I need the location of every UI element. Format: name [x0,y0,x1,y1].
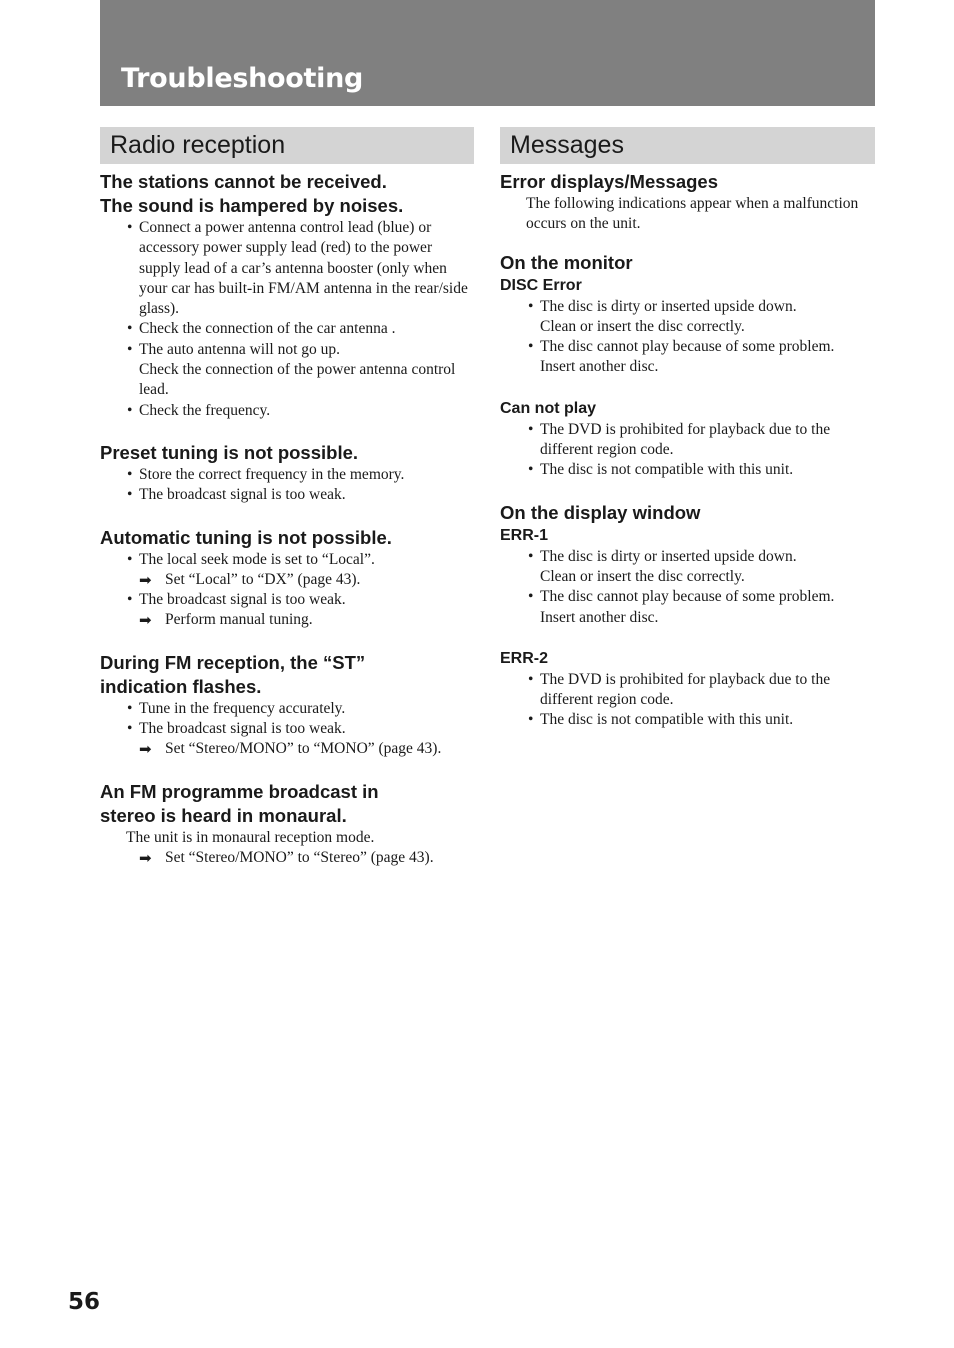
automatic-tuning-list [100,550,474,631]
err-1-label: ERR-1 [500,526,549,544]
list-item: • Check the connection of the car antenna . [100,319,474,339]
disc-error-label: DISC Error [500,276,582,294]
list-item [100,550,474,591]
list-item-text: The local seek mode is set to “Local”. [139,550,375,568]
stations-not-received-heading [100,170,474,218]
can-not-play-label: Can not play [500,399,597,417]
automatic-tuning-heading: Automatic tuning is not possible. [100,526,392,548]
heading-line: During FM reception, the “ST” [100,651,366,673]
list-item: • The disc is not compatible with this unit. [500,460,875,480]
list-item-continuation: Check the connection of the power antenna control lead. [139,361,456,399]
can-not-play-list [500,420,875,481]
action-line [139,739,474,759]
right-arrow-icon: ➡ [139,570,152,589]
stations-not-received-list [100,218,474,421]
list-item [100,340,474,401]
radio-reception-column [100,127,474,868]
right-arrow-icon: ➡ [139,611,152,630]
monaural-text: The unit is in monaural reception mode. [126,828,375,846]
action-text: Set “Stereo/MONO” to “MONO” (page 43). [165,740,442,758]
list-item-continuation: Insert another disc. [540,608,659,626]
messages-heading: Messages [500,127,875,164]
list-item-continuation: Insert another disc. [540,358,659,376]
page-number: 56 [68,1289,101,1315]
page-title: Troubleshooting [121,63,364,94]
heading-line: stereo is heard in monaural. [100,804,347,826]
list-item: • The DVD is prohibited for playback due to the different region code. [500,670,875,711]
heading-line: indication flashes. [100,675,262,697]
list-item-text: The broadcast signal is too weak. [139,720,346,738]
st-indication-heading [100,651,474,699]
st-indication-list [100,699,474,760]
err-2-list [500,670,875,731]
list-item: • Check the frequency. [100,401,474,421]
list-item-text: The broadcast signal is too weak. [139,591,346,609]
list-item [500,337,875,378]
action-text: Set “Stereo/MONO” to “Stereo” (page 43). [165,848,434,866]
list-item [500,547,875,588]
err-1-list [500,547,875,628]
list-item: • Store the correct frequency in the memory. [100,465,474,485]
disc-error-list [500,297,875,378]
list-item-continuation: Clean or insert the disc correctly. [540,317,745,335]
list-item [100,719,474,760]
monaural-heading [100,780,474,828]
list-item [500,297,875,338]
heading-line: An FM programme broadcast in [100,780,379,802]
error-displays-heading: Error displays/Messages [500,171,718,192]
on-the-monitor-heading: On the monitor [500,251,633,273]
preset-tuning-list [100,465,474,506]
list-item-text: The disc is dirty or inserted upside down. [540,297,797,315]
title-banner [100,0,875,106]
on-the-display-window-heading: On the display window [500,501,701,523]
list-item: • The DVD is prohibited for playback due to the different region code. [500,420,875,461]
list-item-continuation: Clean or insert the disc correctly. [540,567,745,585]
list-item-text: The disc cannot play because of some problem. [540,338,835,356]
list-item-text: The auto antenna will not go up. [139,340,341,358]
err-2-label: ERR-2 [500,649,549,667]
monaural-action [100,848,474,868]
messages-column [500,127,875,731]
list-item: • The disc is not compatible with this unit. [500,710,875,730]
preset-tuning-heading: Preset tuning is not possible. [100,441,359,463]
radio-reception-heading: Radio reception [100,127,474,164]
list-item [100,590,474,631]
error-displays-text: The following indications appear when a malfunction occurs on the unit. [526,195,859,233]
heading-line: The sound is hampered by noises. [100,195,404,216]
right-arrow-icon: ➡ [139,848,152,867]
list-item [500,587,875,628]
action-line [139,610,474,630]
action-line [139,848,474,868]
action-text: Perform manual tuning. [165,611,313,629]
action-line [139,570,474,590]
list-item-text: The disc is dirty or inserted upside down. [540,547,797,565]
list-item: • The broadcast signal is too weak. [100,485,474,505]
action-text: Set “Local” to “DX” (page 43). [165,570,361,588]
list-item: • Connect a power antenna control lead (blue) or accessory power supply lead (red) to the power supply lead of a car’s antenna booster (only when your car has built-in FM/AM antenna in the rear/side glass). [100,218,474,319]
list-item: • Tune in the frequency accurately. [100,699,474,719]
right-arrow-icon: ➡ [139,740,152,759]
heading-line: The stations cannot be received. [100,171,387,192]
list-item-text: The disc cannot play because of some problem. [540,588,835,606]
